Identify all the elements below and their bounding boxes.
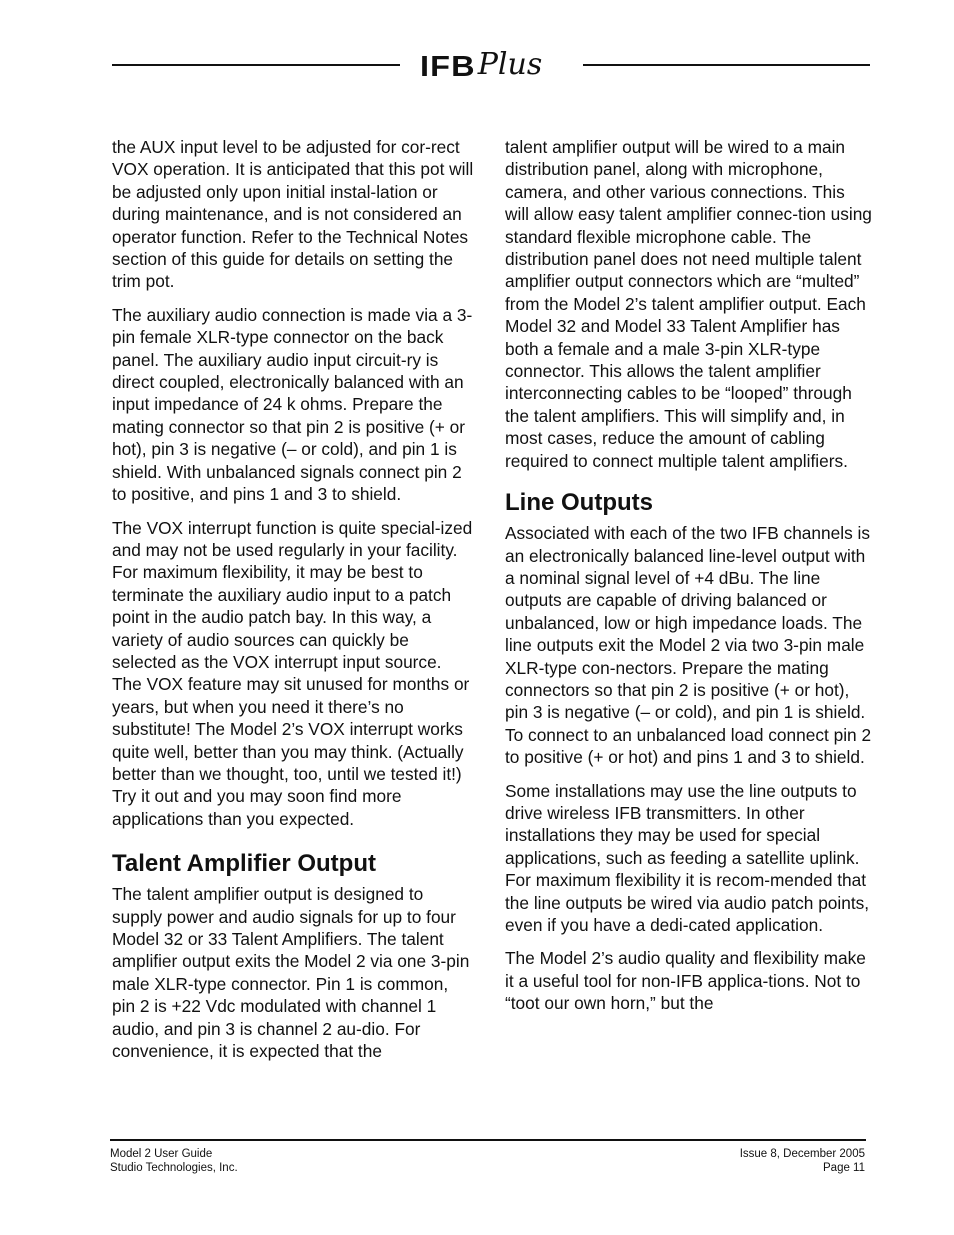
footer-issue: Issue 8, December 2005 — [739, 1148, 865, 1160]
right-column — [505, 136, 873, 1026]
paragraph-distribution-panel: talent amplifier output will be wired to a main distribution panel, along with microphone, camera, and other various connections. This will allow easy talent amplifier connec-tion using standard flexible microphone cable. The distribution panel does not need multiple talent amplifier output connectors which are “multed” from the Model 2’s talent amplifier output. Each Model 32 and Model 33 Talent Amplifier has both a female and a male 3-pin XLR-type connector. This allows the talent amplifier interconnecting cables to be “looped” through the talent amplifiers. This will simplify and, in most cases, reduce the amount of cabling required to connect multiple talent amplifiers. — [505, 137, 872, 471]
footer-left — [110, 1147, 238, 1175]
footer-company: Studio Technologies, Inc. — [110, 1162, 238, 1174]
paragraph-vox-interrupt: The VOX interrupt function is quite special-ized and may not be used regularly in your facility. For maximum flexibility, it may be best to terminate the auxiliary audio input to a patch point in the audio patch bay. In this way, a variety of audio sources can quickly be selected as the VOX interrupt input source. The VOX feature may sit unused for months or years, but when you need it there’s no substitute! The Model 2’s VOX interrupt works quite well, better than you may think. (Actually better than we thought, too, until we tested it!) Try it out and you may soon find more applications than you expected. — [112, 517, 473, 829]
paragraph-aux-connection: The auxiliary audio connection is made via a 3-pin female XLR-type connector on the back panel. The auxiliary audio input circuit-ry is direct coupled, electronically balanced with an input impedance of 24 k ohms. Prepare the mating connector so that pin 2 is positive (+ or hot), pin 3 is negative (– or cold), and pin 1 is shield. With unbalanced signals connect pin 2 to positive, and pins 1 and 3 to shield. — [112, 304, 473, 505]
header-rule-left — [112, 64, 400, 66]
footer-right — [740, 1147, 865, 1175]
heading-line-outputs: Line Outputs — [505, 489, 653, 517]
ifb-plus-logo — [420, 42, 568, 86]
footer-rule — [110, 1139, 866, 1141]
logo-ifb-text: IFB — [420, 51, 476, 83]
footer-page-number: Page 11 — [823, 1162, 865, 1174]
paragraph-talent-amplifier: The talent amplifier output is designed to supply power and audio signals for up to four Model 32 or 33 Talent Amplifiers. The talent amplifier output exits the Model 2 via one 3-pin male XLR-type connector. Pin 1 is common, pin 2 is +22 Vdc modulated with channel 1 audio, and pin 3 is channel 2 au-dio. For convenience, it is expected that the — [112, 884, 470, 1062]
left-column — [112, 136, 474, 1073]
heading-talent-amplifier-output: Talent Amplifier Output — [112, 850, 376, 878]
footer-doc-title: Model 2 User Guide — [110, 1148, 213, 1160]
paragraph-non-ifb: The Model 2’s audio quality and flexibility make it a useful tool for non-IFB applica-tions. Not to “toot our own horn,” but the — [505, 948, 866, 1014]
paragraph-wireless-ifb: Some installations may use the line outputs to drive wireless IFB transmitters. In other installations they may be used for special applications, such as feeding a satellite uplink. For maximum flexibility it is recom-mended that the line outputs be wired via audio patch points, even if you have a dedi-cated application. — [505, 780, 870, 935]
logo-plus-script: Plus — [477, 47, 543, 82]
paragraph-line-outputs: Associated with each of the two IFB channels is an electronically balanced line-level output with a nominal signal level of +4 dBu. The line outputs are capable of driving balanced or unbalanced, low or high impedance loads. The line outputs exit the Model 2 via two 3-pin male XLR-type con-nectors. Prepare the mating connectors so that pin 2 is positive (+ or hot), pin 3 is negative (– or cold), and pin 1 is shield. To connect to an unbalanced load connect pin 2 to positive (+ or hot) and pins 1 and 3 to shield. — [505, 523, 872, 768]
paragraph-aux-level: the AUX input level to be adjusted for cor-rect VOX operation. It is anticipated that this pot will be adjusted only upon initial instal-lation or during maintenance, and is not considered an operator function. Refer to the Technical Notes section of this guide for details on setting the trim pot. — [112, 137, 474, 292]
header-rule-right — [583, 64, 870, 66]
